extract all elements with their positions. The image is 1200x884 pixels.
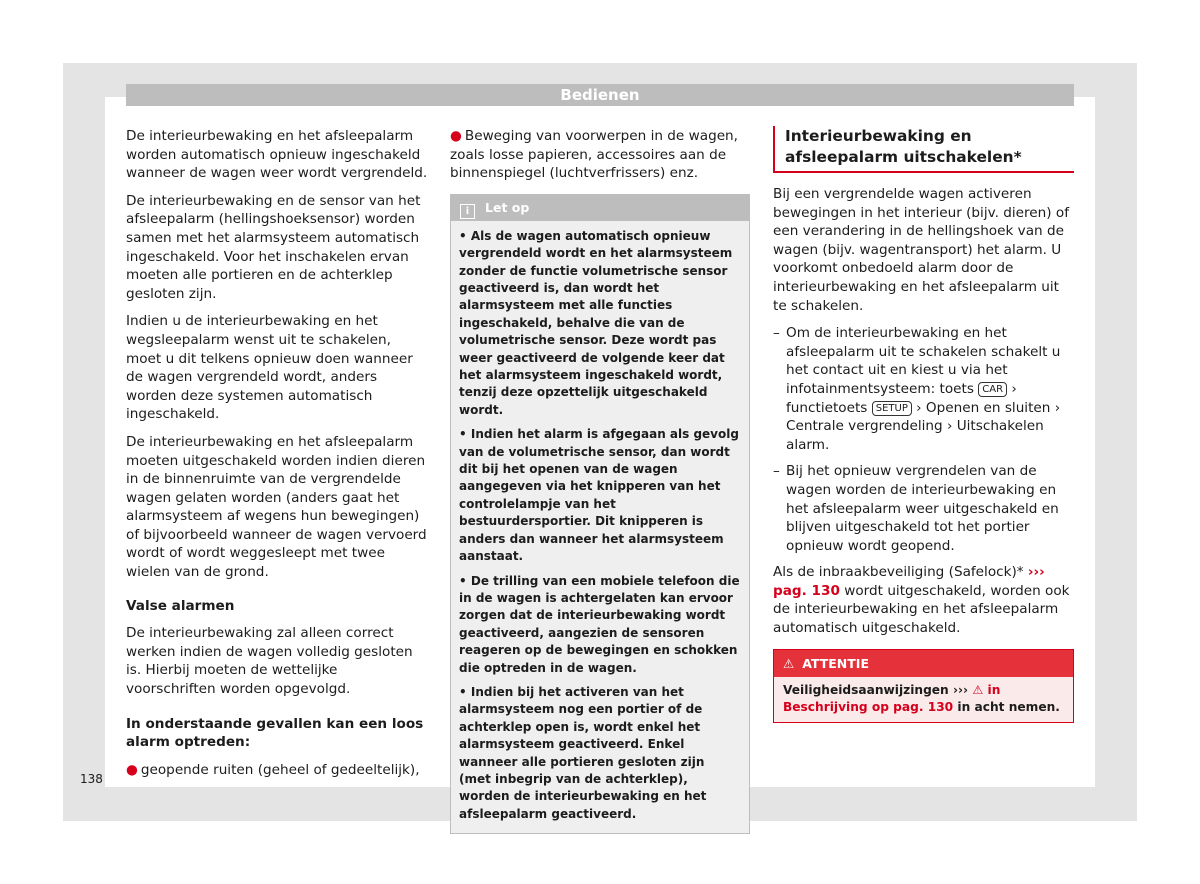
page-reference-link[interactable]: ››› pag. 130: [773, 564, 1045, 599]
bullet-icon: •: [459, 427, 471, 442]
bullet-icon: ●: [126, 761, 138, 778]
paragraph: De interieurbewaking en het afsleepalarm worden automatisch opnieuw ingeschakeld wanneer de wagen weer wordt vergrendeld.: [126, 128, 428, 182]
paragraph: Indien u de interieurbewaking en het wegsleepalarm wenst uit te schakelen, moet u dit telkens opnieuw doen wanneer de wagen vergrendeld wordt, anders worden deze systemen automatisch ingeschakeld.: [126, 313, 413, 423]
warning-box: [773, 649, 1074, 724]
bullet-icon: •: [459, 228, 471, 243]
paragraph: De interieurbewaking zal alleen correct werken indien de wagen volledig gesloten is. Hierbij moeten de wettelijke voorschriften worden opgevolgd.: [126, 625, 413, 698]
warning-triangle-icon: ⚠: [972, 682, 984, 697]
paragraph: De interieurbewaking en het afsleepalarm moeten uitgeschakeld worden indien dieren in de binnenruimte van de vergrendelde wagen gelaten worden (anders gaat het alarmsysteem af wegens hun bewegingen) of bijvoorbeeld wanneer de wagen vervoerd wordt of wordt weggesleept met twee wielen van de grond.: [126, 433, 427, 581]
section-header: Bedienen: [126, 84, 1074, 106]
paragraph: De interieurbewaking en de sensor van het afsleepalarm (hellingshoeksensor) worden samen met het alarmsysteem automatisch ingeschakeld. Voor het inschakelen ervan moeten alle portieren en de achterklep gesloten zijn.: [126, 192, 421, 302]
car-key-icon: CAR: [978, 382, 1007, 397]
bullet-icon: •: [459, 573, 471, 588]
subheading-false-alarms: Valse alarmen: [126, 597, 235, 614]
dash-marker: –: [773, 463, 780, 480]
note-header: i Let op: [451, 195, 749, 221]
note-item: • De trilling van een mobiele telefoon die in de wagen is achtergelaten kan ervoor zorgen dat de interieurbewaking wordt geactiveerd, aangezien de sensoren reageren op de bewegingen en schokken die optreden in de wagen.: [459, 573, 740, 675]
section-title: Interieurbewaking en afsleepalarm uitschakelen*: [773, 126, 1074, 173]
note-box: [450, 194, 750, 834]
dash-marker: –: [773, 325, 780, 342]
warning-header: ⚠ ATTENTIE: [774, 650, 1073, 677]
bullet-icon: •: [459, 684, 471, 699]
list-item: ● geopende ruiten (geheel of gedeeltelijk),: [126, 761, 420, 778]
column-left: [126, 127, 429, 779]
page-reference-link[interactable]: in Beschrijving op pag. 130: [783, 682, 1001, 715]
info-icon: i: [460, 204, 475, 219]
note-body: [451, 221, 749, 833]
list-item: ● Beweging van voorwerpen in de wagen, zoals losse papieren, accessoires aan de binnenspiegel (luchtverfrissers) enz.: [450, 128, 738, 182]
page-number: 138: [80, 772, 103, 786]
step-item: – Bij het opnieuw vergrendelen van de wagen worden de interieurbewaking en het afsleepalarm weer uitgeschakeld en blijven uitgeschakeld tot het portier opnieuw wordt geopend.: [773, 463, 1059, 554]
column-right: [773, 126, 1074, 723]
paragraph: Bij een vergrendelde wagen activeren bewegingen in het interieur (bijv. dieren) of een verandering in de hellingshoek van de wagen (bijv. wagentransport) het alarm. U voorkomt onbedoeld alarm door de interieurbewaking en het afsleepalarm uit te schakelen.: [773, 186, 1069, 314]
setup-key-icon: SETUP: [872, 401, 912, 416]
warning-body: Veiligheidsaanwijzingen ››› ⚠ in Beschrijving op pag. 130 in acht nemen.: [783, 682, 1060, 715]
warning-triangle-icon: ⚠: [783, 655, 795, 671]
note-item: • Indien bij het activeren van het alarmsysteem nog een portier of de achterklep open is, wordt enkel het alarmsysteem geactiveerd. Enkel wanneer alle portieren gesloten zijn (met inbegrip van de achterklep), worden de interieurbewaking en het afsleepalarm geactiveerd.: [459, 684, 707, 821]
note-item: • Als de wagen automatisch opnieuw vergrendeld wordt en het alarmsysteem zonder de functie volumetrische sensor geactiveerd is, dan wordt het alarmsysteem met alle functies ingeschakeld, behalve die van de volumetrische sensor. Deze wordt pas weer geactiveerd de volgende keer dat het alarmsysteem ingeschakeld wordt, tenzij deze opzettelijk uitgeschakeld wordt.: [459, 228, 733, 417]
paragraph: Als de inbraakbeveiliging (Safelock)* ››› pag. 130 wordt uitgeschakeld, worden ook de interieurbewaking en het afsleepalarm automatisch uitgeschakeld.: [773, 564, 1070, 637]
paragraph-bold: In onderstaande gevallen kan een loos alarm optreden:: [126, 715, 424, 751]
note-item: • Indien het alarm is afgegaan als gevolg van de volumetrische sensor, dan wordt dit bij het openen van de wagen aangegeven via het knipperen van het controlelampje van het bestuurdersportier. Dit knipperen is anders dan wanneer het alarmsysteem aanstaat.: [459, 427, 739, 564]
step-item: – Om de interieurbewaking en het afsleepalarm uit te schakelen schakelt u het contact uit en kiest u via het infotainmentsysteem: toets CAR › functietoets SETUP › Openen en sluiten › Centrale vergrendeling › Uitschakelen alarm.: [773, 325, 1061, 453]
bullet-icon: ●: [450, 128, 462, 144]
column-middle: [450, 127, 750, 834]
